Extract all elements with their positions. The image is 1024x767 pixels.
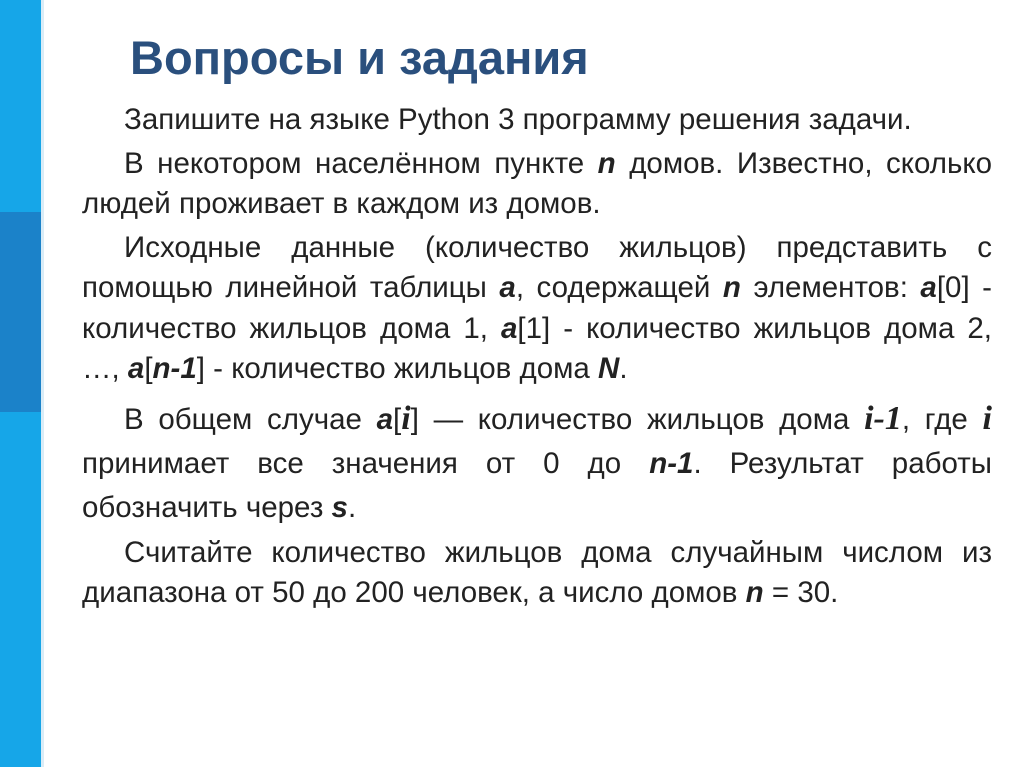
var-n: n bbox=[597, 146, 616, 180]
var-a: a bbox=[376, 402, 394, 436]
var-n: n bbox=[722, 271, 741, 304]
text: [0] - количество жильцов дома 1, bbox=[82, 271, 992, 345]
text: домов. Известно, сколько людей проживает в каждом из домов. bbox=[82, 146, 992, 220]
text: . bbox=[619, 352, 628, 385]
var-a: a bbox=[500, 311, 518, 345]
text: , где bbox=[901, 402, 983, 436]
var-n: n bbox=[745, 576, 764, 609]
text: ] - количество жильцов дома bbox=[196, 352, 598, 385]
paragraph-random bbox=[82, 533, 992, 614]
slide-title: Вопросы и задания bbox=[130, 31, 589, 84]
var-N: N bbox=[598, 352, 620, 385]
text: [1] - количество жильцов дома 2, …, bbox=[82, 311, 992, 385]
var-a: a bbox=[499, 271, 516, 304]
text: Запишите на языке Python 3 программу решения задачи. bbox=[124, 103, 912, 136]
paragraph-houses bbox=[82, 144, 992, 225]
side-bar-edge bbox=[41, 0, 44, 767]
text: , содержащей bbox=[515, 271, 723, 304]
var-s: s bbox=[331, 490, 348, 524]
text: элементов: bbox=[740, 271, 921, 304]
text: . bbox=[347, 490, 357, 524]
side-bar-accent bbox=[0, 212, 41, 412]
text: В общем случае bbox=[124, 402, 377, 436]
text: В некотором населённом пункте bbox=[124, 146, 598, 180]
text: . Результат работы обозначить через bbox=[82, 446, 992, 524]
paragraph-input-data bbox=[82, 228, 992, 390]
paragraph-general-case bbox=[82, 397, 992, 530]
text: [ bbox=[144, 352, 153, 385]
var-n-minus-1: n-1 bbox=[152, 352, 197, 385]
text: = 30. bbox=[763, 576, 839, 609]
var-n-minus-1: n-1 bbox=[649, 446, 694, 480]
text: [ bbox=[393, 402, 402, 436]
slide-body bbox=[82, 100, 992, 614]
paragraph-task bbox=[82, 100, 992, 141]
var-i-minus-1: i-1 bbox=[864, 399, 902, 437]
var-i: i bbox=[982, 399, 992, 437]
text: Исходные данные (количество жильцов) представить с помощью линейной таблицы bbox=[82, 230, 992, 304]
text: Считайте количество жильцов дома случайным числом из диапазона от 50 до 200 человек, а число домов bbox=[82, 535, 992, 609]
text: ] — количество жильцов дома bbox=[410, 402, 865, 436]
var-a: a bbox=[127, 352, 145, 385]
var-a: a bbox=[920, 271, 937, 304]
text: принимает все значения от 0 до bbox=[82, 446, 650, 480]
var-i: i bbox=[401, 399, 411, 437]
